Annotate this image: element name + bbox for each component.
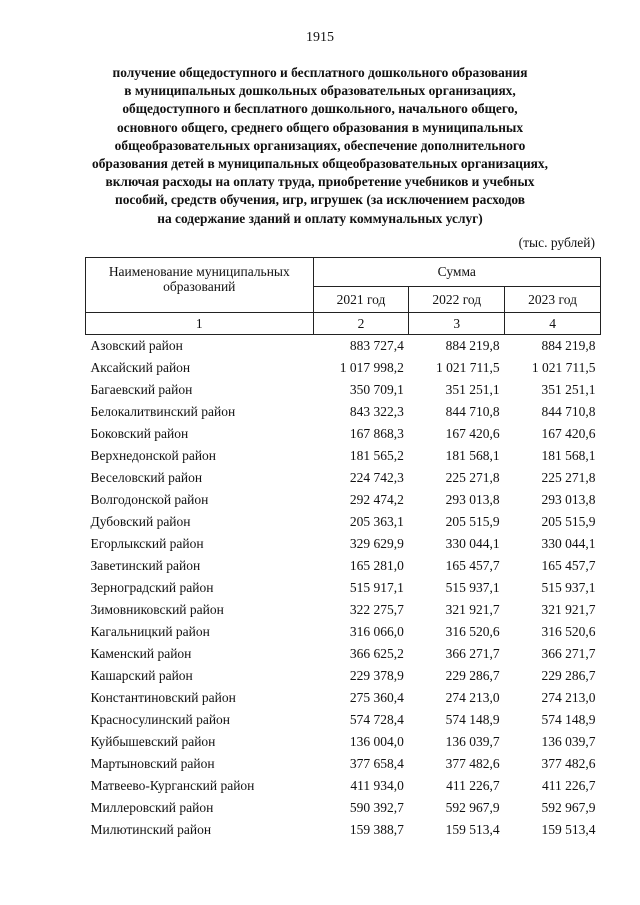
value-2022: 274 213,0 [445, 690, 500, 705]
value-2021: 224 742,3 [349, 470, 404, 485]
header-year-2021: 2021 год [313, 286, 409, 312]
value-2023: 167 420,6 [541, 426, 596, 441]
value-2022: 181 568,1 [445, 448, 500, 463]
table-row [86, 401, 601, 423]
heading-line: общедоступного и бесплатного дошкольного, начального общего, [122, 101, 518, 117]
value-2022: 377 482,6 [445, 756, 500, 771]
heading-line: пособий, средств обучения, игр, игрушек (за исключением расходов [115, 192, 525, 208]
value-2022: 515 937,1 [445, 580, 500, 595]
value-2023: 159 513,4 [541, 822, 596, 837]
table-row [86, 797, 601, 819]
heading-line: на содержание зданий и оплату коммунальных услуг) [157, 210, 483, 226]
table-row [86, 819, 601, 841]
table-row [86, 467, 601, 489]
page-number: 1915 [306, 30, 334, 45]
value-2022: 159 513,4 [445, 822, 500, 837]
municipality-name: Белокалитвинский район [90, 404, 236, 419]
value-2023: 330 044,1 [541, 536, 596, 551]
value-2021: 229 378,9 [349, 668, 404, 683]
value-2022: 136 039,7 [445, 734, 500, 749]
municipality-name: Матвеево-Курганский район [90, 778, 255, 793]
header-sum: Сумма [313, 258, 600, 287]
table-row [86, 511, 601, 533]
value-2023: 205 515,9 [541, 514, 596, 529]
value-2022: 1 021 711,5 [436, 360, 500, 375]
table-row [86, 335, 601, 358]
value-2021: 275 360,4 [349, 690, 404, 705]
section-heading [40, 64, 600, 228]
value-2021: 377 658,4 [349, 756, 404, 771]
table-row [86, 555, 601, 577]
value-2023: 321 921,7 [541, 602, 596, 617]
value-2023: 574 148,9 [541, 712, 596, 727]
table-row [86, 357, 601, 379]
table-row [86, 665, 601, 687]
value-2021: 165 281,0 [349, 558, 404, 573]
value-2023: 411 226,7 [542, 778, 596, 793]
municipality-name: Зимовниковский район [90, 602, 224, 617]
municipality-name: Красносулинский район [90, 712, 231, 727]
value-2022: 293 013,8 [445, 492, 500, 507]
value-2022: 205 515,9 [445, 514, 500, 529]
value-2023: 1 021 711,5 [531, 360, 596, 375]
column-index: 2 [313, 313, 409, 335]
value-2021: 411 934,0 [350, 778, 404, 793]
value-2021: 590 392,7 [349, 800, 404, 815]
municipality-name: Заветинский район [90, 558, 201, 573]
value-2022: 366 271,7 [445, 646, 500, 661]
value-2023: 316 520,6 [541, 624, 596, 639]
table-row [86, 489, 601, 511]
value-2021: 1 017 998,2 [339, 360, 404, 375]
table-row [86, 621, 601, 643]
municipality-name: Веселовский район [90, 470, 203, 485]
value-2023: 293 013,8 [541, 492, 596, 507]
value-2021: 292 474,2 [349, 492, 404, 507]
column-index: 3 [409, 313, 505, 335]
value-2021: 883 727,4 [349, 338, 404, 353]
table-body [86, 335, 601, 842]
municipality-name: Каменский район [90, 646, 192, 661]
value-2022: 592 967,9 [445, 800, 500, 815]
table-row [86, 379, 601, 401]
value-2021: 350 709,1 [349, 382, 404, 397]
value-2023: 377 482,6 [541, 756, 596, 771]
table-row [86, 687, 601, 709]
municipality-name: Кагальницкий район [90, 624, 210, 639]
heading-line: получение общедоступного и бесплатного дошкольного образования [112, 65, 528, 80]
table-row [86, 731, 601, 753]
table-row [86, 753, 601, 775]
value-2021: 159 388,7 [349, 822, 404, 837]
municipality-name: Дубовский район [90, 514, 191, 529]
table-row [86, 577, 601, 599]
value-2023: 225 271,8 [541, 470, 596, 485]
budget-table [85, 257, 601, 841]
value-2022: 167 420,6 [445, 426, 500, 441]
municipality-name: Волгодонской район [90, 492, 209, 507]
value-2023: 165 457,7 [541, 558, 596, 573]
value-2021: 574 728,4 [349, 712, 404, 727]
column-index: 1 [86, 313, 314, 335]
value-2022: 225 271,8 [445, 470, 500, 485]
value-2022: 229 286,7 [445, 668, 500, 683]
table-row [86, 775, 601, 797]
value-2022: 574 148,9 [445, 712, 500, 727]
table-row [86, 423, 601, 445]
value-2022: 884 219,8 [445, 338, 500, 353]
units-label: (тыс. рублей) [518, 235, 595, 250]
municipality-name: Мартыновский район [90, 756, 215, 771]
value-2022: 316 520,6 [445, 624, 500, 639]
municipality-name: Азовский район [90, 338, 183, 353]
table-row [86, 533, 601, 555]
column-index: 4 [505, 313, 601, 335]
value-2023: 592 967,9 [541, 800, 596, 815]
value-2021: 205 363,1 [349, 514, 404, 529]
heading-line: в муниципальных дошкольных образовательных организациях, [124, 83, 516, 99]
municipality-name: Багаевский район [90, 382, 193, 397]
header-municipality: Наименование муниципальных образований [86, 258, 314, 313]
municipality-name: Аксайский район [90, 360, 191, 375]
value-2023: 844 710,8 [541, 404, 596, 419]
municipality-name: Боковский район [90, 426, 189, 441]
value-2021: 136 004,0 [349, 734, 404, 749]
value-2023: 366 271,7 [541, 646, 596, 661]
value-2021: 322 275,7 [349, 602, 404, 617]
table-row [86, 445, 601, 467]
value-2022: 411 226,7 [446, 778, 500, 793]
table-header [86, 258, 601, 335]
value-2021: 316 066,0 [349, 624, 404, 639]
municipality-name: Зерноградский район [90, 580, 214, 595]
value-2023: 181 568,1 [541, 448, 596, 463]
heading-line: включая расходы на оплату труда, приобретение учебников и учебных [105, 174, 535, 190]
header-year-2022: 2022 год [409, 286, 505, 312]
table-row [86, 643, 601, 665]
value-2022: 165 457,7 [445, 558, 500, 573]
municipality-name: Куйбышевский район [90, 734, 216, 749]
municipality-name: Милютинский район [90, 822, 212, 837]
municipality-name: Верхнедонской район [90, 448, 217, 463]
value-2021: 366 625,2 [349, 646, 404, 661]
heading-line: общеобразовательных организациях, обеспечение дополнительного [114, 137, 526, 153]
value-2022: 844 710,8 [445, 404, 500, 419]
value-2023: 274 213,0 [541, 690, 596, 705]
value-2021: 843 322,3 [349, 404, 404, 419]
header-year-2023: 2023 год [505, 286, 601, 312]
value-2022: 321 921,7 [445, 602, 500, 617]
value-2021: 515 917,1 [349, 580, 404, 595]
value-2023: 515 937,1 [541, 580, 596, 595]
municipality-name: Константиновский район [90, 690, 236, 705]
value-2021: 181 565,2 [349, 448, 404, 463]
municipality-name: Миллеровский район [90, 800, 214, 815]
value-2023: 136 039,7 [541, 734, 596, 749]
value-2021: 167 868,3 [349, 426, 404, 441]
value-2023: 884 219,8 [541, 338, 596, 353]
municipality-name: Егорлыкский район [90, 536, 204, 551]
table-row [86, 709, 601, 731]
value-2022: 351 251,1 [445, 382, 500, 397]
value-2023: 229 286,7 [541, 668, 596, 683]
value-2022: 330 044,1 [445, 536, 500, 551]
municipality-name: Кашарский район [90, 668, 193, 683]
heading-line: основного общего, среднего общего образования в муниципальных [116, 119, 524, 135]
value-2023: 351 251,1 [541, 382, 596, 397]
table-row [86, 599, 601, 621]
value-2021: 329 629,9 [349, 536, 404, 551]
heading-line: образования детей в муниципальных общеобразовательных организациях, [92, 156, 548, 172]
